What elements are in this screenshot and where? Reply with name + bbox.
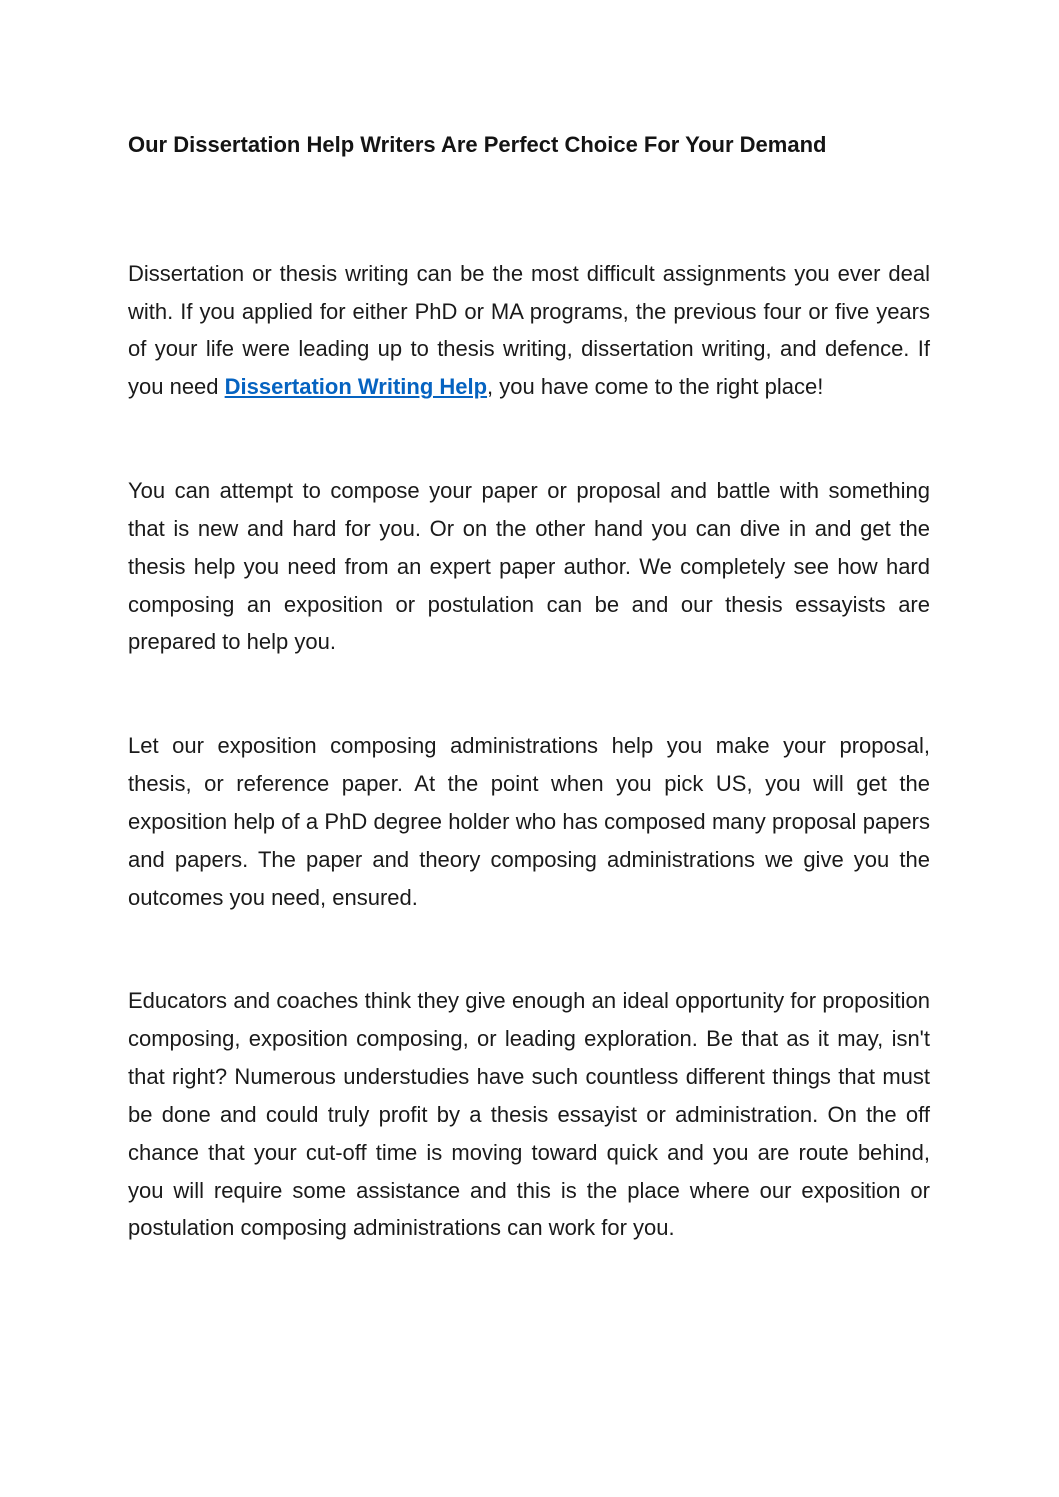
dissertation-writing-help-link[interactable]: Dissertation Writing Help [224,374,488,400]
paragraph-intro-text-before-link: Dissertation or thesis writing can be the most difficult assignments you ever deal with. If you applied for either PhD or MA programs, the previous four or five years of your life were leading up to thesis writing, dissertation writing, and defence. If you need [128,260,930,400]
paragraph-services-description: Let our exposition composing administrations help you make your proposal, thesis, or reference paper. At the point when you pick US, you will get the exposition help of a PhD degree holder who has composed many proposal papers and papers. The paper and theory composing administrations we give you the outcomes you need, ensured. [128,733,930,910]
paragraph-intro-text-after-link: , you have come to the right place! [487,374,824,400]
paragraph-compose-or-get-help: You can attempt to compose your paper or proposal and battle with something that is new and hard for you. Or on the other hand you can dive in and get the thesis help you need from an expert paper author. We completely see how hard composing an exposition or postulation can be and our thesis essayists are prepared to help you. [128,478,930,655]
document-title: Our Dissertation Help Writers Are Perfect Choice For Your Demand [128,132,827,157]
paragraph-intro [128,255,930,406]
paragraph-educators-deadlines: Educators and coaches think they give enough an ideal opportunity for proposition composing, exposition composing, or leading exploration. Be that as it may, isn't that right? Numerous understudies have such countless different things that must be done and could truly profit by a thesis essayist or administration. On the off chance that your cut-off time is moving toward quick and you are route behind, you will require some assistance and this is the place where our exposition or postulation composing administrations can work for you. [128,988,930,1241]
